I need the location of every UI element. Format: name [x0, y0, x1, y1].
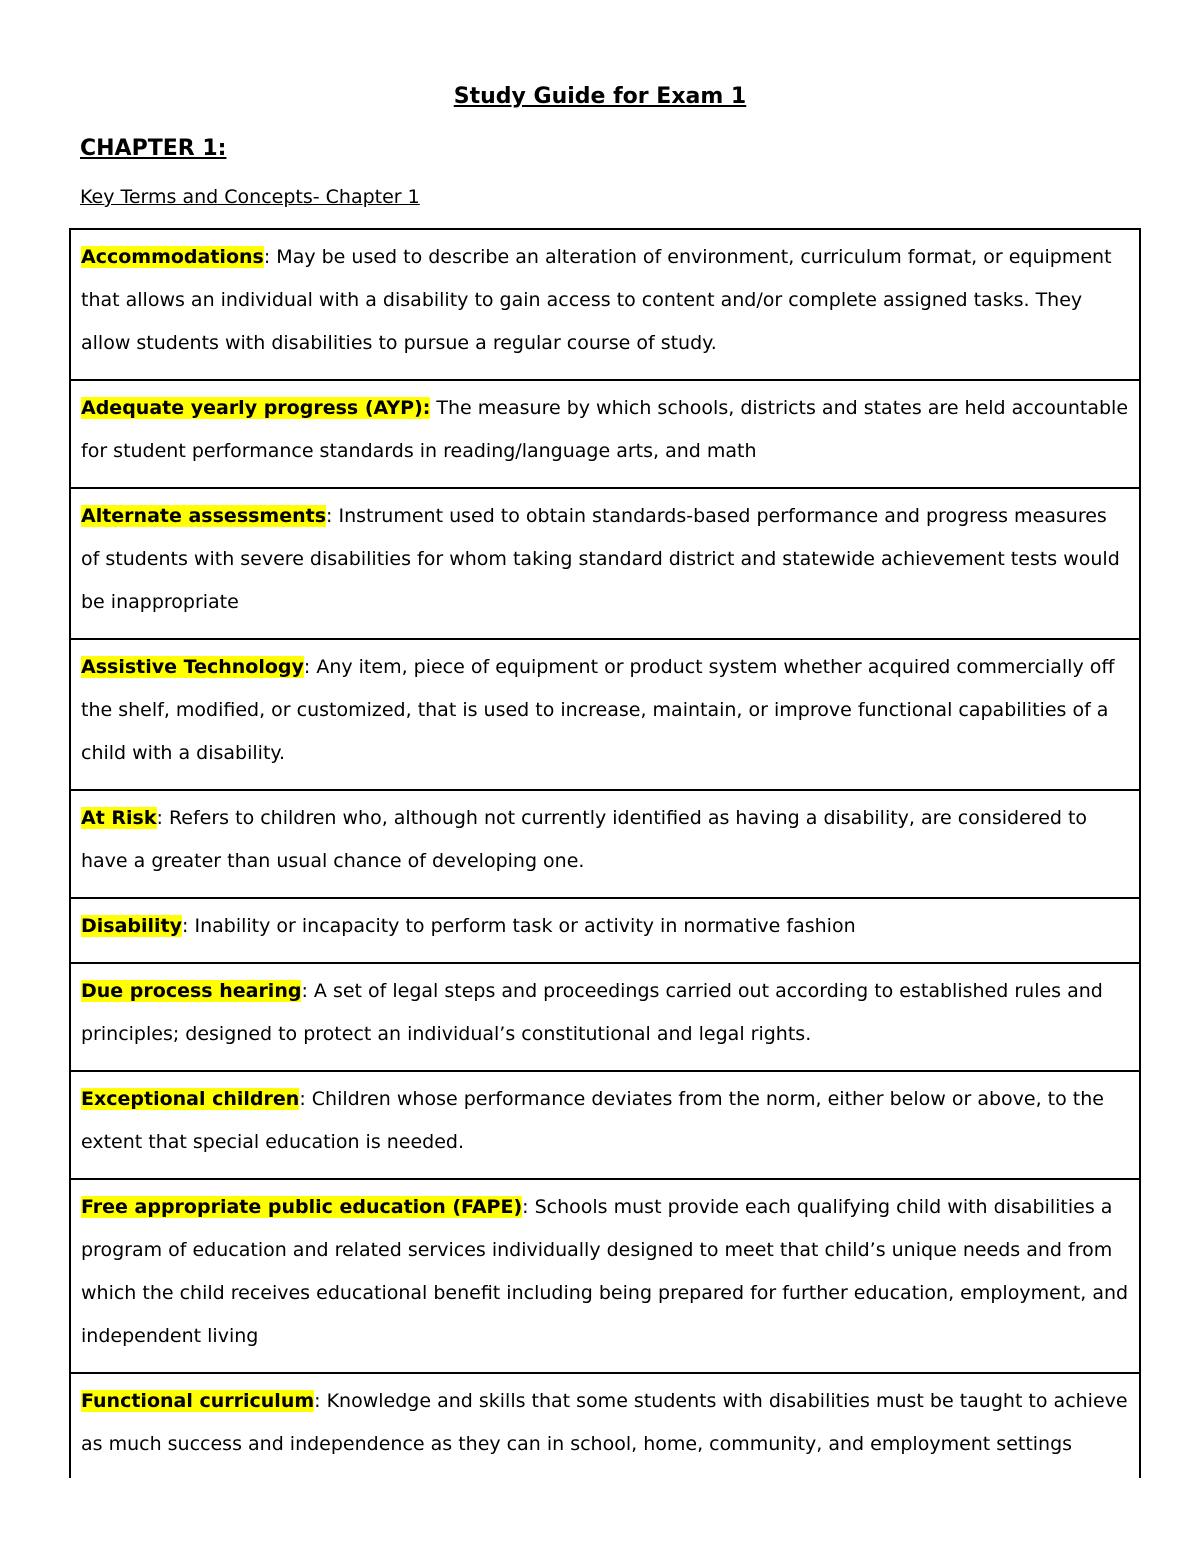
term-row — [71, 230, 1139, 381]
term-name: Assistive Technology — [81, 656, 304, 678]
term-name: Disability — [81, 915, 183, 937]
term-row — [71, 1072, 1139, 1180]
term-definition: Schools must provide each qualifying child with disabilities a program of education and related services individually designed to meet that child’s unique needs and from which the child receives educational benefit including being prepared for further education, employment, and independent living — [81, 1196, 1129, 1347]
term-separator: : — [263, 246, 277, 268]
chapter-heading: CHAPTER 1: — [80, 136, 227, 161]
term-row — [71, 964, 1139, 1072]
term-name: Alternate assessments — [81, 505, 327, 527]
term-separator: : — [156, 807, 169, 829]
term-name: Accommodations — [81, 246, 264, 268]
section-subtitle: Key Terms and Concepts- Chapter 1 — [80, 186, 420, 208]
term-row — [71, 489, 1139, 640]
term-separator: : — [182, 915, 195, 937]
term-name: Due process hearing — [81, 980, 302, 1002]
term-row — [71, 1180, 1139, 1374]
term-name: Free appropriate public education (FAPE) — [81, 1196, 523, 1218]
term-separator: : — [326, 505, 339, 527]
term-name: At Risk — [81, 807, 157, 829]
term-row — [71, 640, 1139, 791]
term-definition: Children whose performance deviates from the norm, either below or above, to the extent that special education is needed. — [81, 1088, 1104, 1153]
term-name: Adequate yearly progress (AYP): — [81, 397, 431, 419]
term-name: Exceptional children — [81, 1088, 300, 1110]
term-separator: : — [301, 980, 314, 1002]
term-definition: Any item, piece of equipment or product system whether acquired commercially off the shelf, modified, or customized, that is used to increase, maintain, or improve functional capabilities of a child with a disability. — [81, 656, 1115, 764]
term-row — [71, 381, 1139, 489]
term-definition: Refers to children who, although not currently identified as having a disability, are considered to have a greater than usual chance of developing one. — [81, 807, 1088, 872]
term-separator: : — [299, 1088, 312, 1110]
term-definition: Instrument used to obtain standards-based performance and progress measures of students with severe disabilities for whom taking standard district and statewide achievement tests would be inappropriate — [81, 505, 1120, 613]
term-separator: : — [303, 656, 317, 678]
term-definition: Knowledge and skills that some students with disabilities must be taught to achieve as much success and independence as they can in school, home, community, and employment settings — [81, 1390, 1128, 1455]
term-row — [71, 791, 1139, 899]
term-definition: Inability or incapacity to perform task or activity in normative fashion — [194, 915, 856, 937]
term-separator: : — [522, 1196, 535, 1218]
term-name: Functional curriculum — [81, 1390, 315, 1412]
term-definition: May be used to describe an alteration of environment, curriculum format, or equipment that allows an individual with a disability to gain access to content and/or complete assigned tasks. They allow students with disabilities to pursue a regular course of study. — [81, 246, 1112, 354]
key-terms-table — [69, 228, 1141, 1478]
document-title: Study Guide for Exam 1 — [453, 84, 747, 109]
term-definition: A set of legal steps and proceedings carried out according to established rules and principles; designed to protect an individual’s constitutional and legal rights. — [81, 980, 1103, 1045]
term-row — [71, 899, 1139, 964]
term-row — [71, 1374, 1139, 1478]
term-definition: The measure by which schools, districts and states are held accountable for student performance standards in reading/language arts, and math — [81, 397, 1129, 462]
term-separator: : — [314, 1390, 327, 1412]
